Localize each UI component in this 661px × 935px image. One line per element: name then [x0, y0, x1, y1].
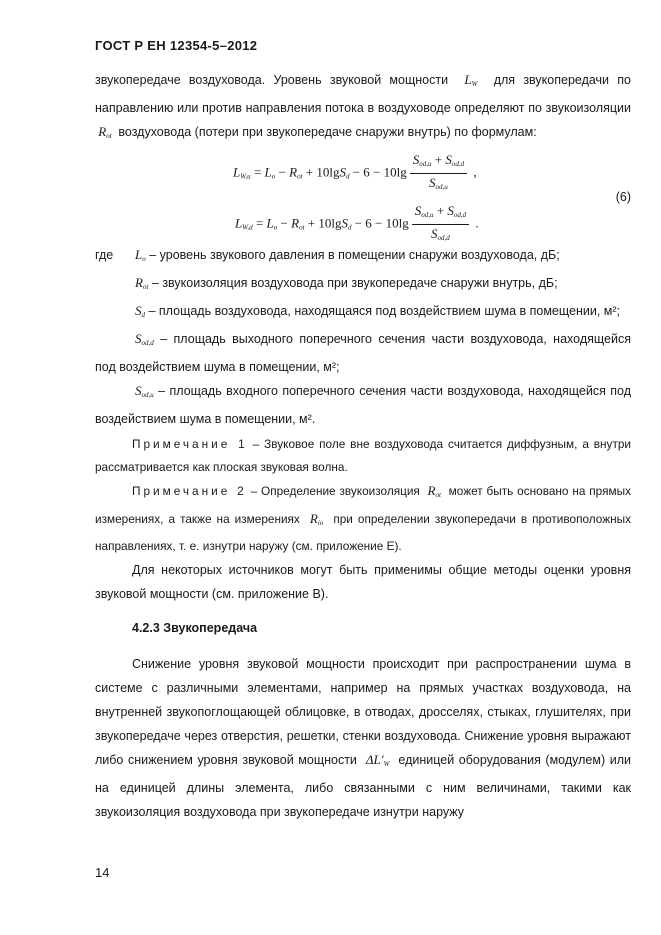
symbol-Rot: $R_{ot}$	[95, 124, 112, 140]
section-heading: 4.2.3 Звукопередача	[132, 621, 258, 635]
intro-paragraph: звукопередаче воздуховода. Уровень звуковой мощности $L_W$ для звукопередачи по направлению или против направления потока в воздуховоде определяют по звукоизоляции $R_{ot}$ воздуховода (потери при звукопередаче снаружи внутрь) по формулам:	[95, 72, 632, 140]
symbol-Rot-def: $R_{ot}$	[135, 275, 149, 291]
definition-sodd: $S_{od,d}$ – площадь выходного поперечного сечения части воздуховода, находящейся под воздействием шума в помещении, м²;	[95, 331, 631, 374]
definition-lo: где $L_o$ – уровень звукового давления в помещении снаружи воздуховода, дБ;	[95, 243, 631, 271]
page-number: 14	[95, 865, 110, 880]
symbol-Sodu: $S_{od,u}$	[135, 383, 154, 399]
symbol-Rot-note: $R_{ot}$	[423, 483, 441, 499]
note-1: Примечание 1 – Звуковое поле вне воздуховода считается диффузным, а внутри рассматривается как плоская звуковая волна.	[95, 437, 632, 474]
document-header: ГОСТ Р ЕН 12354-5–2012	[95, 38, 258, 53]
page-content	[95, 68, 631, 824]
definition-rot: $R_{ot}$ – звукоизоляция воздуховода при звукопередаче снаружи внутрь, дБ;	[135, 275, 558, 291]
formula-upstream: $L_{W,u} = L_o - R_{ot} + 10\lg S_d - 6 - 10\lg$ $\frac{S_{od,u} + S_{od,d}}{S_{od,u}}$ ,	[233, 152, 477, 191]
symbol-delta-LW: $\Delta L'_W$	[361, 752, 390, 768]
symbol-Sd: $S_d$	[135, 303, 145, 319]
definition-sodu: $S_{od,u}$ – площадь входного поперечного сечения части воздуховода, находящейся под воздействием шума в помещении, м².	[95, 383, 631, 426]
symbol-Lo: $L_o$	[135, 247, 146, 263]
note-2: Примечание 2 – Определение звукоизоляция $R_{ot}$ может быть основано на прямых измерениях, а также на измерениях $R_{io}$ при определении звукопередачи в противоположных направлениях, т. е. изнутри наружу (см. приложение Е).	[95, 483, 631, 553]
symbol-Sodd: $S_{od,d}$	[135, 331, 154, 347]
formula-6	[95, 148, 631, 243]
where-label: где	[95, 248, 114, 262]
symbol-LW: $L_W$	[456, 72, 478, 88]
definition-sd: $S_d$ – площадь воздуховода, находящаяся под воздействием шума в помещении, м²;	[135, 303, 621, 319]
paragraph-methods: Для некоторых источников могут быть применимы общие методы оценки уровня звуковой мощности (см. приложение В).	[95, 563, 631, 601]
paragraph-transmission: Снижение уровня звуковой мощности происходит при распространении шума в системе с различными элементами, например на прямых участках воздуховода, на внутренней звукопоглощающей облицовке, в отводах, дросселях, стыках, глушителях, при звукопередаче через отверстия, решетки, стенки воздуховода. Снижение уровня выражают либо снижением уровня звуковой мощности $\Delta L'_W$ единицей оборудования (модулем) или на единицей длины элемента, либо связанными с ним величинами, такими как звукоизоляция воздуховода при звукопередаче изнутри наружу	[95, 657, 631, 819]
formula-downstream: $L_{W,d} = L_o - R_{ot} + 10\lg S_d - 6 - 10\lg$ $\frac{S_{od,u} + S_{od,d}}{S_{od,d}}$ .	[235, 203, 479, 242]
symbol-Rio-note: $R_{io}$	[304, 511, 324, 527]
equation-number: (6)	[615, 190, 631, 204]
